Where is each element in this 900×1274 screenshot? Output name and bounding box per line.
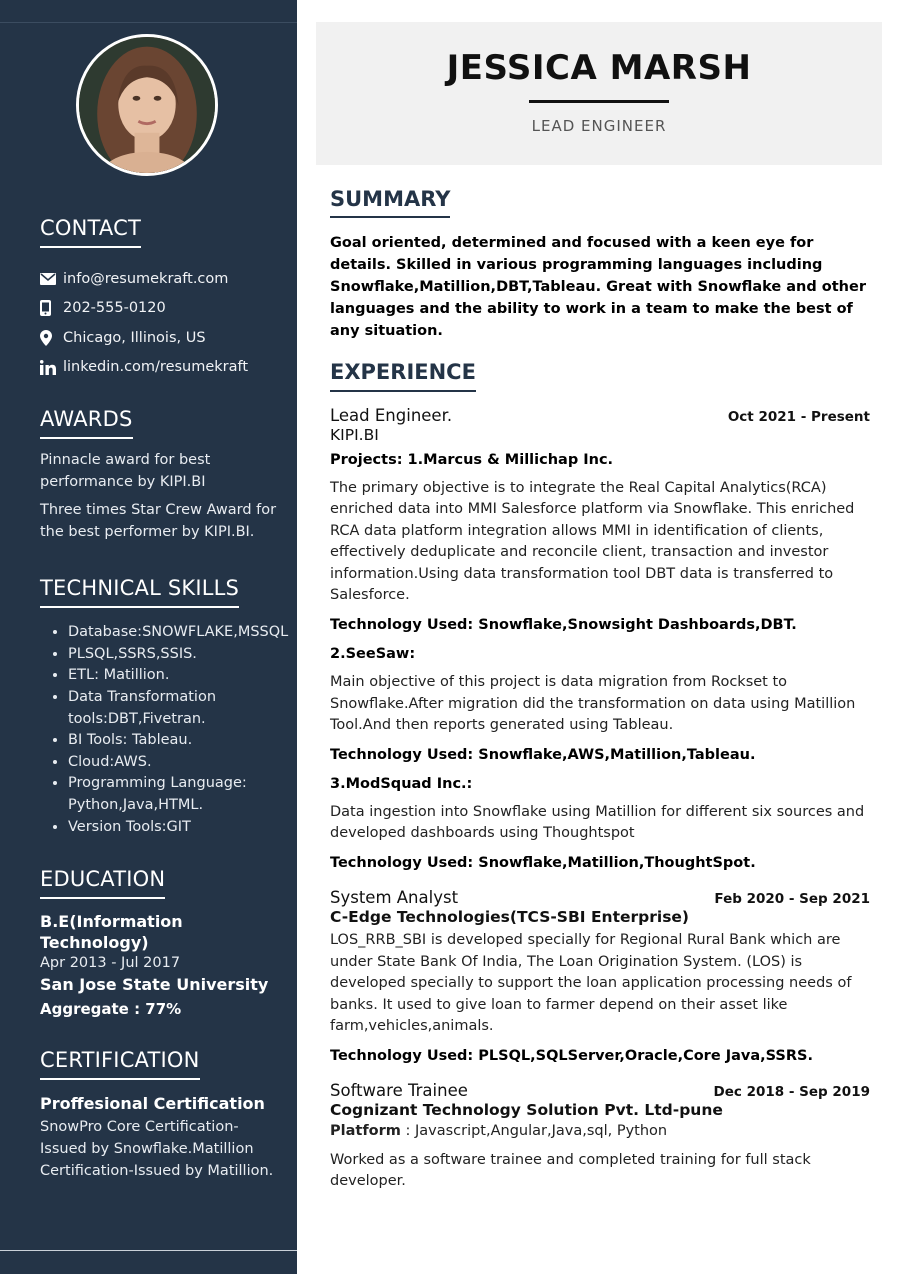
awards-section	[40, 407, 285, 543]
certification-text: SnowPro Core Certification-Issued by Snowflake.Matillion Certification-Issued by Matillion.	[40, 1119, 274, 1180]
contact-location	[40, 323, 285, 353]
education-section	[40, 867, 285, 1023]
candidate-role: LEAD ENGINEER	[531, 117, 667, 135]
contact-title: CONTACT	[40, 216, 141, 248]
skills-list	[40, 622, 289, 838]
education-title: EDUCATION	[40, 867, 165, 899]
skill-item: • Programming Language: Python,Java,HTML.	[68, 773, 285, 816]
contact-list	[40, 264, 285, 382]
job-company: KIPI.BI	[330, 425, 379, 444]
mail-icon	[40, 273, 63, 285]
job-company: Cognizant Technology Solution Pvt. Ltd-pune	[330, 1101, 723, 1119]
job-date: Oct 2021 - Present	[727, 408, 870, 425]
education-degree: B.E(Information Technology)	[40, 912, 183, 953]
job-title: System Analyst	[330, 888, 459, 908]
job-company: C-Edge Technologies(TCS-SBI Enterprise)	[330, 908, 690, 927]
profile-photo	[76, 34, 218, 176]
skill-item: • Database:SNOWFLAKE,MSSQL	[68, 622, 285, 644]
contact-linkedin-text: linkedin.com/resumekraft	[63, 359, 249, 376]
job-entry	[330, 1081, 870, 1193]
certification-section	[40, 1048, 285, 1182]
project-label: Projects: 1.Marcus & Millichap Inc.	[330, 451, 614, 468]
job-entry	[330, 888, 870, 1067]
project-description: Data ingestion into Snowflake using Matillion for different six sources and developed dashboards using Thoughtspot	[330, 803, 865, 842]
project-label: 2.SeeSaw:	[330, 646, 416, 663]
contact-location-text: Chicago, Illinois, US	[63, 329, 206, 346]
job-tech: Technology Used: PLSQL,SQLServer,Oracle,Core Java,SSRS.	[330, 1048, 813, 1064]
skills-section	[40, 576, 289, 838]
location-pin-icon	[40, 330, 63, 346]
education-aggregate: Aggregate : 77%	[40, 1000, 182, 1019]
certification-title: CERTIFICATION	[40, 1048, 200, 1080]
sidebar	[0, 0, 297, 1274]
project-description: The primary objective is to integrate the Real Capital Analytics(RCA) enriched data into MMI Salesforce platform via Snowflake. This enriched RCA data platform integration allows MMI in identification of clients, effectively deduplicate and reconcile client, transaction and investor information.Using data transformation tool DBT data is transferred to Salesforce.	[330, 479, 855, 604]
summary-text: Goal oriented, determined and focused with a keen eye for details. Skilled in various programming languages including Snowflake,Matillion,DBT,Tableau. Great with Snowflake and other languages and the ability to work in a team to make the best of any situation.	[330, 235, 866, 340]
skill-item: • ETL: Matillion.	[68, 665, 285, 687]
job-platform	[330, 1121, 870, 1143]
project-tech: Technology Used: Snowflake,AWS,Matillion,Tableau.	[330, 746, 756, 763]
summary-section	[330, 186, 870, 342]
name-underline	[529, 100, 669, 103]
job-description: Worked as a software trainee and completed training for full stack developer.	[330, 1151, 811, 1190]
linkedin-icon	[40, 360, 63, 375]
contact-linkedin[interactable]	[40, 353, 285, 383]
certification-heading: Proffesional Certification	[40, 1094, 265, 1114]
project-tech: Technology Used: Snowflake,Matillion,ThoughtSpot.	[330, 855, 756, 872]
award-item: Pinnacle award for best performance by KIPI.BI	[40, 452, 211, 491]
skill-item: • Version Tools:GIT	[68, 817, 285, 839]
job-date: Feb 2020 - Sep 2021	[714, 891, 870, 908]
project-tech: Technology Used: Snowflake,Snowsight Dashboards,DBT.	[330, 617, 797, 634]
contact-email[interactable]	[40, 264, 285, 294]
platform-label: Platform	[330, 1123, 401, 1139]
skill-item: • Cloud:AWS.	[68, 752, 285, 774]
platform-value: : Javascript,Angular,Java,sql, Python	[400, 1123, 668, 1139]
job-title: Software Trainee	[330, 1081, 468, 1100]
experience-section	[330, 359, 870, 1193]
awards-title: AWARDS	[40, 407, 133, 439]
summary-title: SUMMARY	[330, 186, 450, 218]
job-date: Dec 2018 - Sep 2019	[713, 1084, 870, 1100]
project-description: Main objective of this project is data migration from Rockset to Snowflake.After migration did the transformation on data using Matillion Tool.And then reports generated using Tableau.	[330, 674, 856, 734]
award-item: Three times Star Crew Award for the best performer by KIPI.BI.	[40, 502, 277, 541]
skills-title: TECHNICAL SKILLS	[40, 576, 239, 608]
experience-title: EXPERIENCE	[330, 359, 476, 391]
main-content	[330, 186, 870, 1193]
profile-photo-icon	[79, 37, 215, 173]
project-label: 3.ModSquad Inc.:	[330, 775, 473, 792]
skill-item: • Data Transformation tools:DBT,Fivetran.	[68, 687, 285, 730]
job-description: LOS_RRB_SBI is developed specially for Regional Rural Bank which are under State Bank Of India, The Loan Origination System. (LOS) is developed specially to support the loan application processing needs of banks. It used to give loan to farmer depend on their asset like farm,vehicles,animals.	[330, 932, 852, 1035]
job-entry	[330, 406, 870, 875]
education-school: San Jose State University	[40, 975, 269, 995]
phone-icon	[40, 300, 63, 316]
divider	[0, 1250, 297, 1251]
contact-phone[interactable]	[40, 294, 285, 324]
skill-item: • PLSQL,SSRS,SSIS.	[68, 644, 285, 666]
job-title: Lead Engineer.	[330, 405, 453, 425]
skill-item: • BI Tools: Tableau.	[68, 730, 285, 752]
divider	[0, 22, 297, 23]
contact-section	[40, 216, 285, 382]
candidate-name: JESSICA MARSH	[446, 48, 752, 88]
education-dates: Apr 2013 - Jul 2017	[40, 955, 181, 972]
contact-phone-text: 202-555-0120	[63, 300, 166, 317]
contact-email-text: info@resumekraft.com	[63, 270, 229, 287]
name-header	[316, 22, 882, 165]
